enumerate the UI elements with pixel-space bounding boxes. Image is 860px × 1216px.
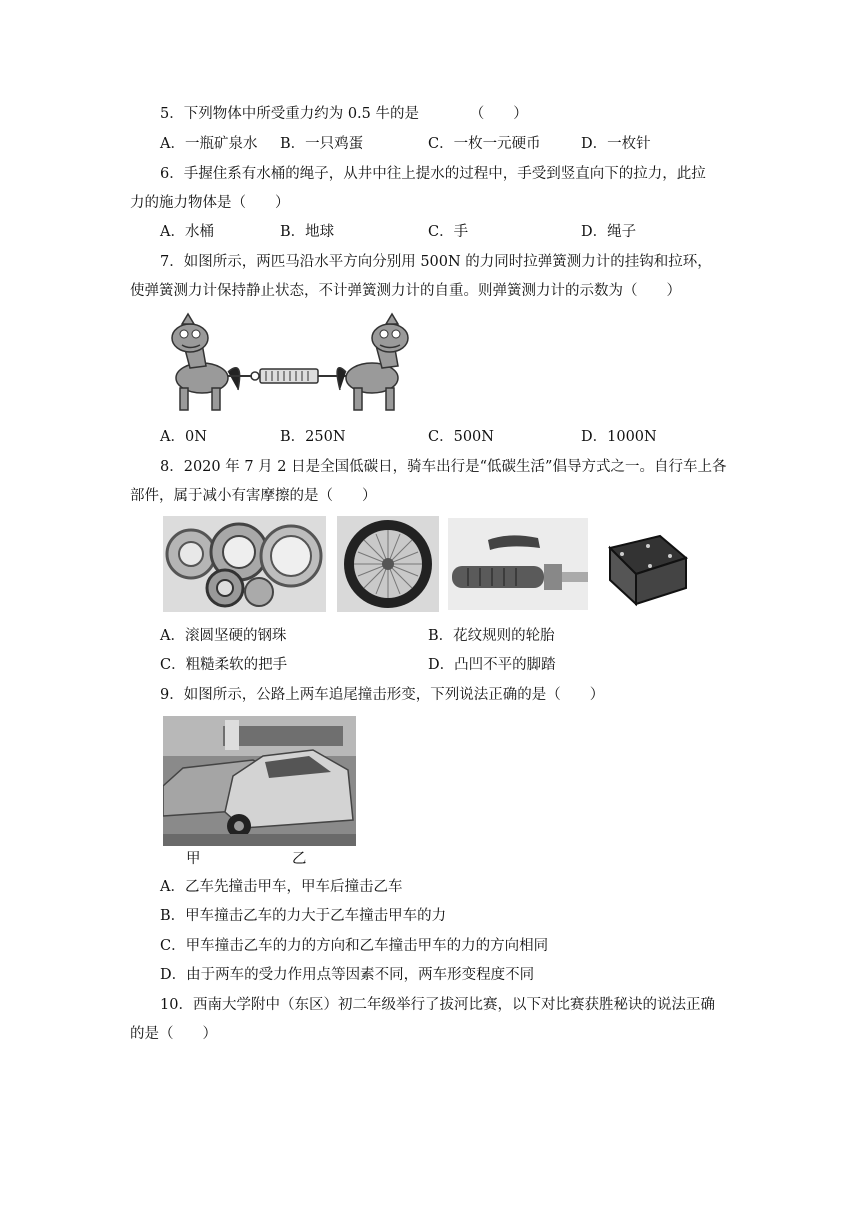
horses-spring-scale-figure xyxy=(160,310,420,415)
car-crash-photo xyxy=(163,716,356,846)
q10-stem-line2: 的是（ ） xyxy=(130,1026,217,1042)
q7-option-b: B．250N xyxy=(280,429,346,445)
q8-option-b: B．花纹规则的轮胎 xyxy=(428,628,555,644)
pedal-photo xyxy=(600,518,695,610)
q8-option-c: C．粗糙柔软的把手 xyxy=(160,657,288,673)
q9-stem: 9．如图所示，公路上两车追尾撞击形变，下列说法正确的是（ ） xyxy=(160,687,605,703)
q6-stem-line1: 6．手握住系有水桶的绳子，从井中往上提水的过程中，手受到竖直向下的拉力，此拉 xyxy=(160,166,706,182)
q7-option-a: A．0N xyxy=(160,429,207,445)
q8-option-a: A．滚圆坚硬的钢珠 xyxy=(160,628,287,644)
q7-stem-line2: 使弹簧测力计保持静止状态，不计弹簧测力计的自重。则弹簧测力计的示数为（ ） xyxy=(130,283,681,299)
tire-photo xyxy=(337,516,439,612)
q7-option-c: C．500N xyxy=(428,429,494,445)
q9-option-b: B．甲车撞击乙车的力大于乙车撞击甲车的力 xyxy=(160,908,447,924)
q7-option-d: D．1000N xyxy=(581,429,657,445)
car-label-jia: 甲 xyxy=(186,851,201,867)
q7-stem-line1: 7．如图所示，两匹马沿水平方向分别用 500N 的力同时拉弹簧测力计的挂钩和拉环， xyxy=(160,254,712,270)
q6-option-d: D．绳子 xyxy=(581,224,637,240)
q6-option-c: C．手 xyxy=(428,224,469,240)
right-horse-icon xyxy=(337,314,408,410)
handle-grip-photo xyxy=(448,518,588,610)
q5-option-a: A．一瓶矿泉水 xyxy=(160,136,258,152)
q9-option-d: D．由于两车的受力作用点等因素不同，两车形变程度不同 xyxy=(160,967,535,983)
q8-option-d: D．凸凹不平的脚踏 xyxy=(428,657,556,673)
q5-option-b: B．一只鸡蛋 xyxy=(280,136,364,152)
q5-option-d: D．一枚针 xyxy=(581,136,651,152)
left-horse-icon xyxy=(172,314,240,410)
car-label-yi: 乙 xyxy=(292,851,307,867)
q5-stem: 5．下列物体中所受重力约为 0.5 牛的是 （ ） xyxy=(160,106,528,122)
q8-stem-line2: 部件，属于减小有害摩擦的是（ ） xyxy=(130,488,377,504)
q10-stem-line1: 10．西南大学附中（东区）初二年级举行了拔河比赛，以下对比赛获胜秘诀的说法正确 xyxy=(160,997,715,1013)
q5-option-c: C．一枚一元硬币 xyxy=(428,136,541,152)
q8-stem-line1: 8．2020 年 7 月 2 日是全国低碳日，骑车出行是“低碳生活”倡导方式之一。自行车上各 xyxy=(160,459,727,475)
q9-option-a: A．乙车先撞击甲车，甲车后撞击乙车 xyxy=(160,879,403,895)
q6-option-a: A．水桶 xyxy=(160,224,214,240)
q9-option-c: C．甲车撞击乙车的力的方向和乙车撞击甲车的力的方向相同 xyxy=(160,938,549,954)
spring-scale-icon xyxy=(260,369,318,383)
bearings-photo xyxy=(163,516,326,612)
q6-option-b: B．地球 xyxy=(280,224,335,240)
q6-stem-line2: 力的施力物体是（ ） xyxy=(130,195,290,211)
